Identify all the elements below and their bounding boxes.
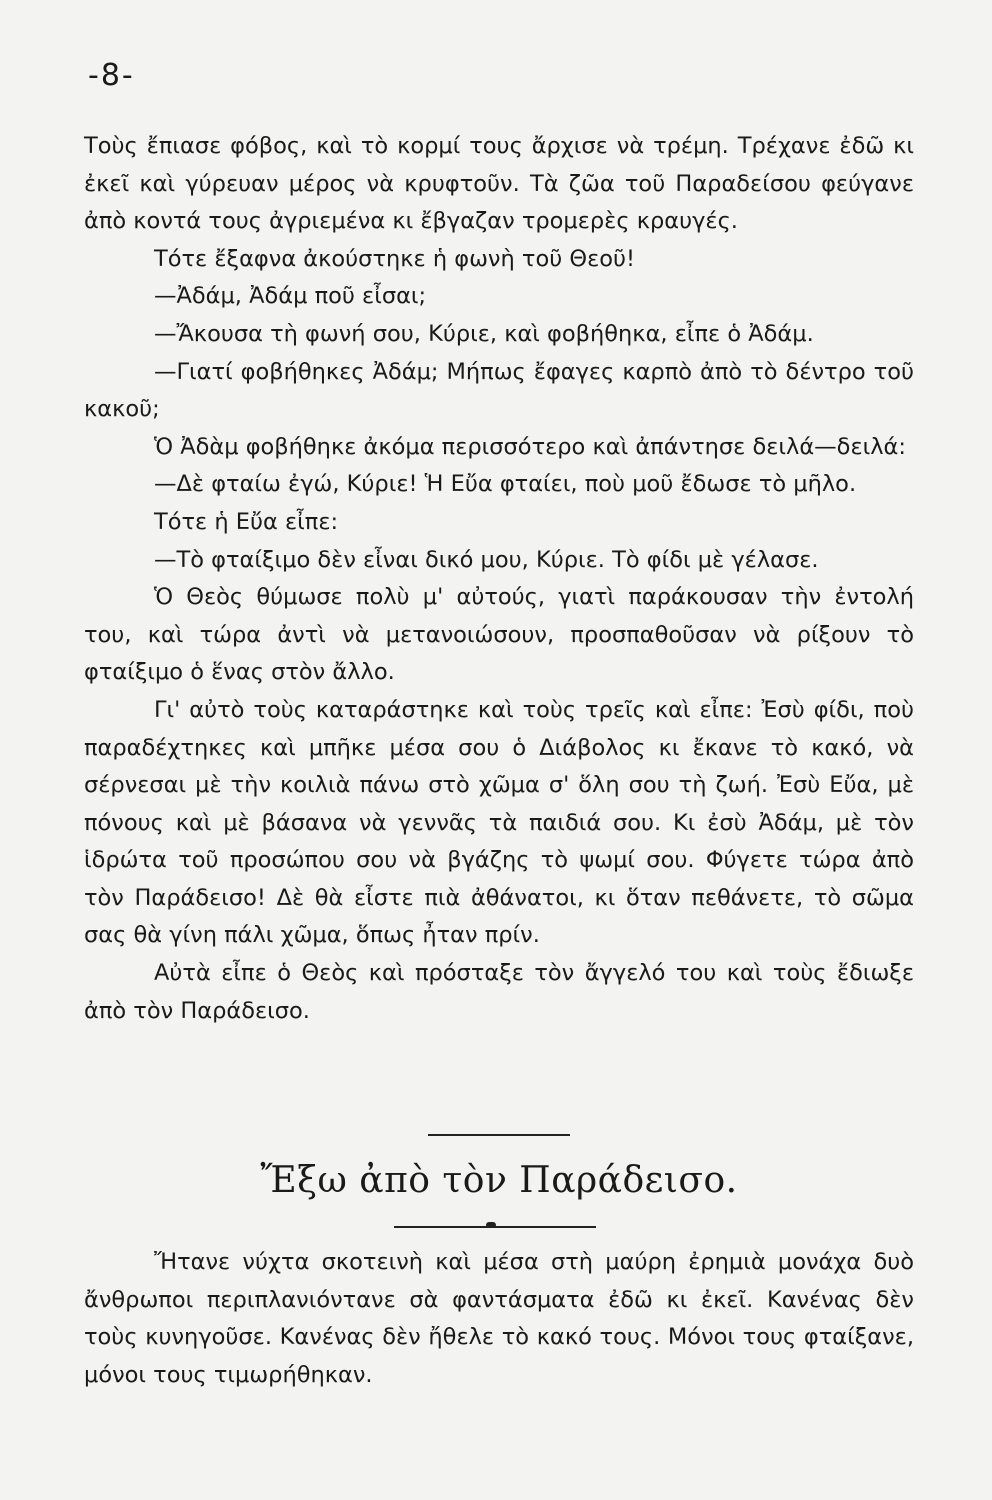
paragraph-7: —Δὲ φταίω ἐγώ, Κύριε! Ἡ Εὔα φταίει, ποὺ μοῦ ἔδωσε τὸ μῆλο. (154, 471, 857, 498)
paragraph-5: —Γιατί φοβήθηκες Ἀδάμ; Μήπως ἔφαγες καρπὸ ἀπὸ τὸ δέντρο τοῦ κακοῦ; (84, 358, 914, 423)
paragraph-6: Ὁ Ἀδὰμ φοβήθηκε ἀκόμα περισσότερο καὶ ἀπάντησε δειλά—δειλά: (154, 433, 906, 460)
page-number: -8- (88, 58, 135, 93)
paragraph-9: —Τὸ φταίξιμο δὲν εἶναι δικό μου, Κύριε. Τὸ φίδι μὲ γέλασε. (154, 546, 819, 573)
paragraph-11: Γι' αὐτὸ τοὺς καταράστηκε καὶ τοὺς τρεῖς καὶ εἶπε: Ἐσὺ φίδι, ποὺ παραδέχτηκες καὶ μπῆκε μέσα σου ὁ Διάβολος κι ἔκανε τὸ κακό, νὰ σέρνεσαι μὲ τὴν κοιλιὰ πάνω στὸ χῶμα σ' ὅλη σου τὴ ζωή. Ἐσὺ Εὔα, μὲ πόνους καὶ μὲ βάσανα νὰ γεννᾶς τὰ παιδιά σου. Κι ἐσὺ Ἀδάμ, μὲ τὸν ἱδρώτα τοῦ προσώπου σου νὰ βγάζης τὸ ψωμί σου. Φύγετε τώρα ἀπὸ τὸν Παράδεισο! Δὲ θὰ εἶστε πιὰ ἀθάνατοι, κι ὅταν πεθάνετε, τὸ σῶμα σας θὰ γίνη πάλι χῶμα, ὅπως ἦταν πρίν. (84, 696, 914, 949)
section-title: Ἔξω ἀπὸ τὸν Παράδεισο. (260, 1160, 738, 1201)
section-divider-ornament (486, 1222, 496, 1228)
paragraph-2: Τότε ἔξαφνα ἀκούστηκε ἡ φωνὴ τοῦ Θεοῦ! (154, 245, 636, 272)
section-text (84, 1244, 914, 1394)
section-paragraph-1: Ἤτανε νύχτα σκοτεινὴ καὶ μέσα στὴ μαύρη ἐρημιὰ μονάχα δυὸ ἄνθρωποι περιπλανιόντανε σὰ φαντάσματα ἐδῶ κι ἐκεῖ. Κανένας δὲν τοὺς κυνηγοῦσε. Κανένας δὲν ἤθελε τὸ κακό τους. Μόνοι τους φταίξανε, μόνοι τους τιμωρήθηκαν. (84, 1249, 914, 1388)
paragraph-12: Αὐτὰ εἶπε ὁ Θεὸς καὶ πρόσταξε τὸν ἄγγελό του καὶ τοὺς ἔδιωξε ἀπὸ τὸν Παράδεισο. (84, 960, 914, 1024)
paragraph-3: —Ἀδάμ, Ἀδάμ ποῦ εἶσαι; (154, 283, 427, 310)
section-divider-top (428, 1134, 570, 1136)
paragraph-10: Ὁ Θεὸς θύμωσε πολὺ μ' αὐτούς, γιατὶ παράκουσαν τὴν ἐντολή του, καὶ τώρα ἀντὶ νὰ μετανοιώσουν, προσπαθοῦσαν νὰ ρίξουν τὸ φταίξιμο ὁ ἕνας στὸν ἄλλο. (84, 584, 914, 686)
paragraph-8: Τότε ἡ Εὔα εἶπε: (154, 508, 339, 535)
main-text (84, 128, 914, 1030)
paragraph-4: —Ἄκουσα τὴ φωνή σου, Κύριε, καὶ φοβήθηκα, εἶπε ὁ Ἀδάμ. (154, 320, 814, 347)
paragraph-1: Τοὺς ἔπιασε φόβος, καὶ τὸ κορμί τους ἄρχισε νὰ τρέμη. Τρέχανε ἐδῶ κι ἐκεῖ καὶ γύρευαν μέρος νὰ κρυφτοῦν. Τὰ ζῶα τοῦ Παραδείσου φεύγανε ἀπὸ κοντά τους ἀγριεμένα κι ἔβγαζαν τρομερὲς κραυγές. (84, 133, 914, 235)
